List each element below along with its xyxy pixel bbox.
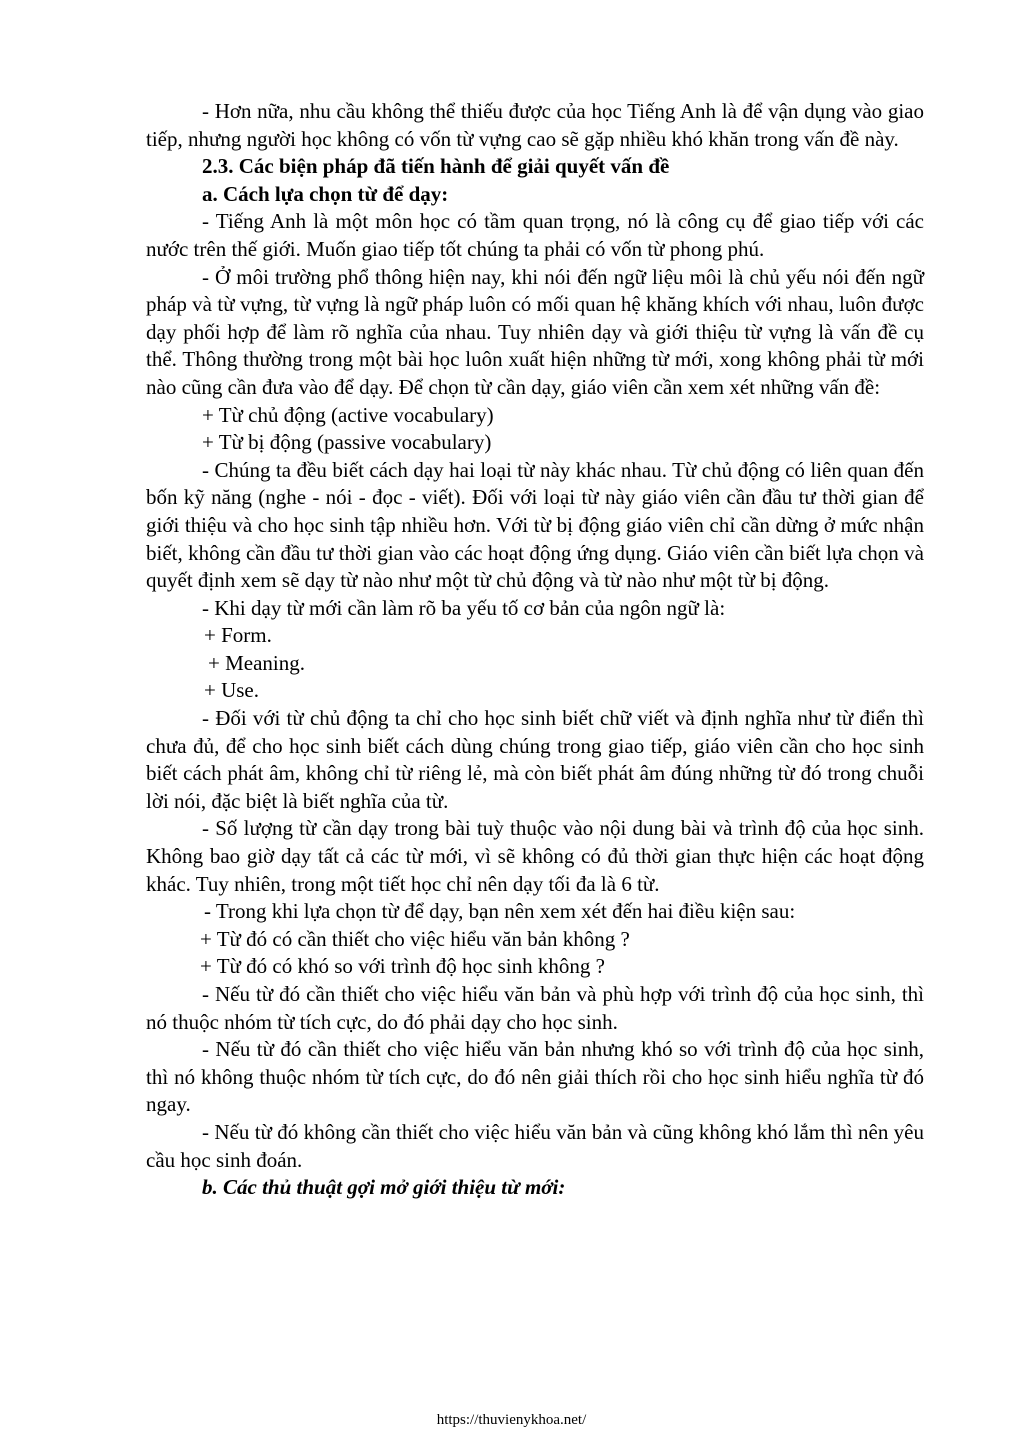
paragraph: - Khi dạy từ mới cần làm rõ ba yếu tố cơ bản của ngôn ngữ là: [202, 595, 726, 620]
subsection-heading: a. Cách lựa chọn từ để dạy: [202, 181, 449, 206]
document-body [146, 98, 924, 1202]
list-item: + Meaning. [208, 650, 305, 675]
list-item: + Từ đó có cần thiết cho việc hiểu văn bản không ? [200, 926, 630, 951]
paragraph: - Hơn nữa, nhu cầu không thể thiếu được của học Tiếng Anh là để vận dụng vào giao tiếp, nhưng người học không có vốn từ vựng cao sẽ gặp nhiều khó khăn trong vấn đề này. [146, 99, 924, 151]
list-item: + Form. [204, 623, 272, 648]
paragraph: - Đối với từ chủ động ta chỉ cho học sinh biết chữ viết và định nghĩa như từ điển thì chưa đủ, để cho học sinh biết cách dùng chúng trong giao tiếp, giáo viên cần cho học sinh biết cách phát âm, không chỉ từ riêng lẻ, mà còn biết phát âm đúng những từ đó trong chuỗi lời nói, đặc biệt là biết nghĩa của từ. [146, 706, 924, 813]
subsection-heading: b. Các thủ thuật gợi mở giới thiệu từ mới: [202, 1175, 566, 1200]
footer-url: https://thuvienykhoa.net/ [436, 1412, 587, 1428]
paragraph: - Nếu từ đó cần thiết cho việc hiểu văn bản nhưng khó so với trình độ của học sinh, thì nó không thuộc nhóm từ tích cực, do đó nên giải thích rồi cho học sinh hiểu nghĩa từ đó ngay. [146, 1037, 924, 1117]
list-item: + Từ chủ động (active vocabulary) [202, 402, 494, 427]
list-item: + Từ đó có khó so với trình độ học sinh không ? [200, 954, 605, 979]
list-item: + Từ bị động (passive vocabulary) [202, 430, 492, 455]
paragraph: - Chúng ta đều biết cách dạy hai loại từ này khác nhau. Từ chủ động có liên quan đến bốn kỹ năng (nghe - nói - đọc - viết). Đối với loại từ này giáo viên cần đầu tư thời gian để giới thiệu và cho học sinh tập nhiều hơn. Với từ bị động giáo viên chỉ cần dừng ở mức nhận biết, không cần đầu tư thời gian vào các hoạt động ứng dụng. Giáo viên cần biết lựa chọn và quyết định xem sẽ dạy từ nào như một từ chủ động và từ nào như một từ bị động. [146, 457, 924, 593]
paragraph: - Nếu từ đó cần thiết cho việc hiểu văn bản và phù hợp với trình độ của học sinh, thì nó thuộc nhóm từ tích cực, do đó phải dạy cho học sinh. [146, 982, 924, 1034]
paragraph: - Trong khi lựa chọn từ để dạy, bạn nên xem xét đến hai điều kiện sau: [204, 899, 796, 924]
paragraph: - Ở môi trường phổ thông hiện nay, khi nói đến ngữ liệu môi là chủ yếu nói đến ngữ pháp và từ vựng, từ vựng là ngữ pháp luôn có mối quan hệ khăng khích với nhau, luôn được dạy phối hợp để làm rõ nghĩa của nhau. Tuy nhiên dạy và giới thiệu từ vựng là vấn đề cụ thể. Thông thường trong một bài học luôn xuất hiện những từ mới, xong không phải từ mới nào cũng cần đưa vào để dạy. Để chọn từ cần dạy, giáo viên cần xem xét những vấn đề: [146, 264, 924, 399]
paragraph: - Tiếng Anh là một môn học có tầm quan trọng, nó là công cụ để giao tiếp với các nước trên thế giới. Muốn giao tiếp tốt chúng ta phải có vốn từ phong phú. [146, 209, 924, 261]
list-item: + Use. [204, 678, 260, 703]
paragraph: - Nếu từ đó không cần thiết cho việc hiểu văn bản và cũng không khó lắm thì nên yêu cầu học sinh đoán. [146, 1119, 924, 1172]
paragraph: - Số lượng từ cần dạy trong bài tuỳ thuộc vào nội dung bài và trình độ của học sinh. Không bao giờ dạy tất cả các từ mới, vì sẽ không có đủ thời gian thực hiện các hoạt động khác. Tuy nhiên, trong một tiết học chỉ nên dạy tối đa là 6 từ. [146, 816, 924, 896]
section-heading: 2.3. Các biện pháp đã tiến hành để giải quyết vấn đề [202, 154, 670, 179]
